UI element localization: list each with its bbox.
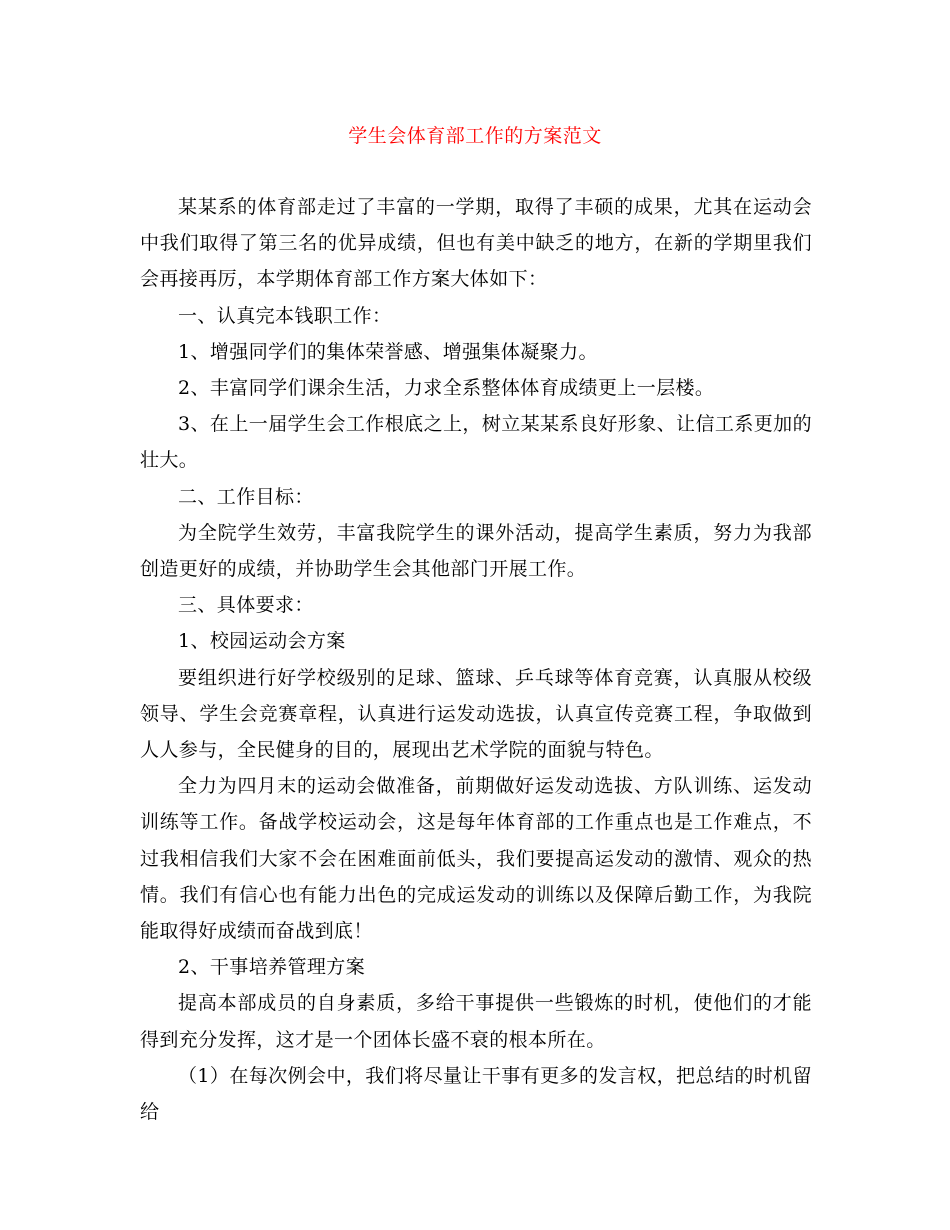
subheading-staff-training: 2、干事培养管理方案 [178,956,366,979]
heading-section-3: 三、具体要求： [178,594,314,617]
heading-section-1: 一、认真完本钱职工作： [178,304,392,327]
paragraph-goals: 为全院学生效劳，丰富我院学生的课外活动，提高学生素质，努力为我部创造更好的成绩，并协助学生会其他部门开展工作。 [140,521,812,581]
list-item-1: 1、增强同学们的集体荣誉感、增强集体凝聚力。 [178,340,598,363]
paragraph-competitions: 要组织进行好学校级别的足球、篮球、乒乓球等体育竞赛，认真服从校级领导、学生会竞赛章程，认真进行运发动选拔，认真宣传竞赛工程，争取做到人人参与，全民健身的目的，展现出艺术学院的面貌与特色。 [140,666,812,762]
paragraph-staff-quality: 提高本部成员的自身素质，多给干事提供一些锻炼的时机，使他们的才能得到充分发挥，这才是一个团体长盛不衰的根本所在。 [140,992,812,1051]
list-item-3: 3、在上一届学生会工作根底之上，树立某某系良好形象、让信工系更加的壮大。 [140,413,812,472]
paragraph-intro: 某某系的体育部走过了丰富的一学期，取得了丰硕的成果，尤其在运动会中我们取得了第三名的优异成绩，但也有美中缺乏的地方，在新的学期里我们会再接再厉，本学期体育部工作方案大体如下： [140,196,812,291]
list-item-2: 2、丰富同学们课余生活，力求全系整体体育成绩更上一层楼。 [178,377,715,400]
document-title: 学生会体育部工作的方案范文 [348,125,602,147]
subheading-sports-meet: 1、校园运动会方案 [178,630,346,653]
heading-section-2: 二、工作目标： [178,485,314,508]
paragraph-meetings: （1）在每次例会中，我们将尽量让干事有更多的发言权，把总结的时机留给 [140,1064,812,1124]
document-body [140,189,812,1130]
paragraph-preparation: 全力为四月末的运动会做准备，前期做好运发动选拔、方队训练、运发动训练等工作。备战学校运动会，这是每年体育部的工作重点也是工作难点，不过我相信我们大家不会在困难面前低头，我们要提高运发动的激情、观众的热情。我们有信心也有能力出色的完成运发动的训练以及保障后勤工作，为我院能取得好成绩而奋战到底！ [140,775,812,943]
